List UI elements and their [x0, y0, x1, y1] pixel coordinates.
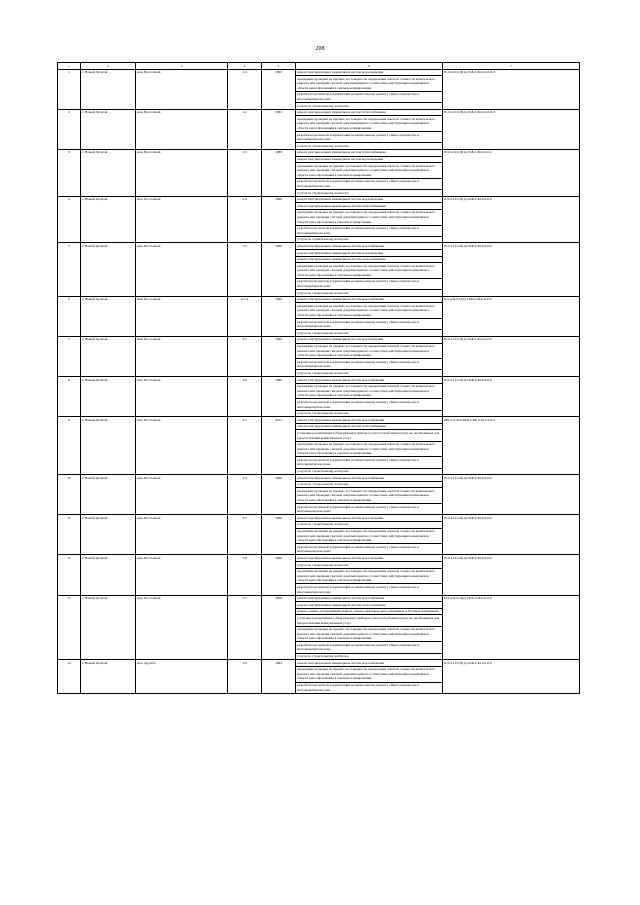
- city-cell: г. Новый Уренгой: [81, 515, 136, 555]
- work-type-cell: разработка проектной документации на капитальному ремонту общего имущества в многоквартирном доме: [296, 91, 443, 102]
- district-cell: мкр. Восточный: [136, 243, 228, 296]
- work-type-cell: проведение проверки на предмет достоверности определения сметной стоимости капитального ремонта или проверки сметной документации на соответствие действующим нормативам в области ценообразования в сметном нормировании: [296, 163, 443, 179]
- house-number-cell: 3/2: [228, 417, 262, 475]
- work-type-cell: услуги по строительному контролю: [296, 330, 443, 337]
- work-type-cell: разработка проектной документации на капитальному ремонту общего имущества в многоквартирном доме: [296, 682, 443, 693]
- city-cell: г. Новый Уренгой: [81, 69, 136, 109]
- district-cell: мкр. Восточный: [136, 109, 228, 149]
- work-type-cell: разработка проектной документации на капитальному ремонту общего имущества в многоквартирном доме: [296, 584, 443, 595]
- house-number-cell: 3/5: [228, 515, 262, 555]
- work-type-cell: ремонт внутридомовых инженерных систем водоотведения: [296, 336, 443, 343]
- work-type-cell: разработка проектной документации на капитальному ремонту общего имущества в многоквартирном доме: [296, 132, 443, 143]
- work-type-cell: ремонт внутридомовых инженерных систем теплоснабжения: [296, 203, 443, 210]
- work-type-cell: разработка проектной документации на капитальному ремонту общего имущества в многоквартирном доме: [296, 399, 443, 410]
- work-type-cell: проведение проверки на предмет достоверности определения сметной стоимости капитального ремонта или проверки сметной документации на соответствие действующим нормативам в области ценообразования в сметном нормировании: [296, 666, 443, 682]
- row-number: 5: [58, 243, 81, 296]
- house-number-cell: 1/5: [228, 243, 262, 296]
- work-type-cell: разработка проектной документации на капитальному ремонту общего имущества в многоквартирном доме: [296, 359, 443, 370]
- work-type-cell: проведение проверки на предмет достоверности определения сметной стоимости капитального ремонта или проверки сметной документации на соответствие действующим нормативам в области ценообразования в сметном нормировании: [296, 343, 443, 359]
- building-code-cell: П-9-5-П-0-П(1)-СКБ-2-М-0-0-0-0: [443, 660, 580, 694]
- work-type-cell: проведение проверки на предмет достоверности определения сметной стоимости капитального ремонта или проверки сметной документации на соответствие действующим нормативам в области ценообразования в сметном нормировании: [296, 303, 443, 319]
- building-code-cell: ШК-5-2-П-0-П(2)-СКБ-2-М-0-0-0-0: [443, 417, 580, 475]
- building-code-cell: П-9-2-П-0-П(1)-СКБ-2-М-0-0-0-0: [443, 475, 580, 515]
- work-type-cell: ремонт внутридомовых инженерных систем водоотведения: [296, 196, 443, 203]
- work-type-cell: услуги по строительному контролю: [296, 370, 443, 377]
- work-type-cell: проведение проверки на предмет достоверности определения сметной стоимости капитального ремонта или проверки сметной документации на соответствие действующим нормативам в области ценообразования в сметном нормировании: [296, 383, 443, 399]
- district-cell: мкр. Восточный: [136, 417, 228, 475]
- work-type-cell: ремонт внутридомовых инженерных систем водоотведения: [296, 69, 443, 76]
- house-number-cell: 5/6: [228, 555, 262, 595]
- city-cell: г. Новый Уренгой: [81, 149, 136, 196]
- work-type-cell: ремонт внутридомовых инженерных систем водоснабжения: [296, 296, 443, 303]
- work-type-cell: ремонт, замена, модернизация лифтов, ремонт лифтовых шахт, машинных и блочных помещений: [296, 608, 443, 615]
- district-cell: мкр. Восточный: [136, 69, 228, 109]
- column-header: 4: [228, 63, 262, 70]
- work-type-cell: разработка проектной документации на капитальному ремонту общего имущества в многоквартирном доме: [296, 319, 443, 330]
- work-type-cell: услуги по строительному контролю: [296, 103, 443, 110]
- building-code-cell: П-9-4-П-0-П(1)-СКБ-2-М-0-0-0-0: [443, 555, 580, 595]
- table-row: [58, 475, 580, 482]
- work-type-cell: разработка проектной документации на капитальному ремонту общего имущества в многоквартирном доме: [296, 642, 443, 653]
- year-cell: 2013: [262, 417, 296, 475]
- district-cell: мкр. Восточный: [136, 595, 228, 660]
- column-number-row: [58, 63, 580, 70]
- table-row: [58, 377, 580, 384]
- row-number: 4: [58, 196, 81, 243]
- year-cell: 1990: [262, 69, 296, 109]
- row-number: 7: [58, 336, 81, 376]
- work-type-cell: ремонт внутридомовых инженерных систем теплоснабжения: [296, 602, 443, 609]
- year-cell: 1988: [262, 149, 296, 196]
- work-type-cell: проведение проверки на предмет достоверности определения сметной стоимости капитального ремонта или проверки сметной документации на соответствие действующим нормативам в области ценообразования в сметном нормировании: [296, 626, 443, 642]
- year-cell: 1999: [262, 555, 296, 595]
- row-number: 9: [58, 417, 81, 475]
- column-header: 2: [81, 63, 136, 70]
- year-cell: 1989: [262, 296, 296, 336]
- column-header: 7: [443, 63, 580, 70]
- year-cell: 1989: [262, 515, 296, 555]
- work-type-cell: ремонт внутридомовых инженерных систем водоснабжения: [296, 377, 443, 384]
- building-code-cell: П-9-2-П-0-П(1)-СКБ-2-М-0-0-0-0: [443, 196, 580, 243]
- work-type-cell: ремонт внутридомовых инженерных систем водоотведения: [296, 555, 443, 562]
- work-type-cell: ремонт внутридомовых инженерных систем водоснабжения: [296, 660, 443, 667]
- work-type-cell: услуги по строительному контролю: [296, 562, 443, 569]
- page-number: 208: [315, 46, 325, 52]
- work-type-cell: проведение проверки на предмет достоверности определения сметной стоимости капитального ремонта или проверки сметной документации на соответствие действующим нормативам в области ценообразования в сметном нормировании: [296, 76, 443, 92]
- work-type-cell: установка коллективных (общедомовых) приборов учета потребления ресурсов, необходимых для предоставления коммунальных услуг: [296, 615, 443, 626]
- year-cell: 1988: [262, 196, 296, 243]
- house-number-cell: 3/4: [228, 475, 262, 515]
- house-number-cell: 1/3: [228, 149, 262, 196]
- work-type-cell: ремонт внутридомовых инженерных систем водоснабжения: [296, 417, 443, 424]
- table-row: [58, 109, 580, 116]
- work-type-cell: ремонт внутридомовых инженерных систем водоотведения: [296, 250, 443, 257]
- table-row: [58, 149, 580, 156]
- building-code-cell: П-5-5-П-0-П(2)-СКБ-0-М-0-0-0-0-0: [443, 109, 580, 149]
- table-row: [58, 555, 580, 562]
- row-number: 6: [58, 296, 81, 336]
- house-number-cell: 2/2 А: [228, 296, 262, 336]
- building-code-cell: П-5-0-П-0-П(1)-СКБ-0-М-0-0-0-0-0: [443, 69, 580, 109]
- table-row: [58, 196, 580, 203]
- work-type-cell: услуги по строительному контролю: [296, 143, 443, 150]
- house-number-cell: 1/4: [228, 69, 262, 109]
- work-type-cell: проведение проверки на предмет достоверности определения сметной стоимости капитального ремонта или проверки сметной документации на соответствие действующим нормативам в области ценообразования в сметном нормировании: [296, 488, 443, 504]
- row-number: 11: [58, 515, 81, 555]
- work-type-cell: проведение проверки на предмет достоверности определения сметной стоимости капитального ремонта или проверки сметной документации на соответствие действующим нормативам в области ценообразования в сметном нормировании: [296, 528, 443, 544]
- city-cell: г. Новый Уренгой: [81, 196, 136, 243]
- work-type-cell: ремонт внутридомовых инженерных систем водоснабжения: [296, 243, 443, 250]
- city-cell: г. Новый Уренгой: [81, 109, 136, 149]
- row-number: 1: [58, 69, 81, 109]
- work-type-cell: ремонт внутридомовых инженерных систем теплоснабжения: [296, 256, 443, 263]
- district-cell: мкр. Восточный: [136, 149, 228, 196]
- table-row: [58, 417, 580, 424]
- year-cell: 1994: [262, 660, 296, 694]
- work-type-cell: услуги по строительному контролю: [296, 190, 443, 197]
- work-type-cell: ремонт внутридомовых инженерных систем водоотведения: [296, 515, 443, 522]
- row-number: 3: [58, 149, 81, 196]
- house-number-cell: 1/2: [228, 109, 262, 149]
- work-type-cell: услуги по строительному контролю: [296, 653, 443, 660]
- work-type-cell: ремонт внутридомовых инженерных систем теплоснабжения: [296, 423, 443, 430]
- house-number-cell: 2/6: [228, 377, 262, 417]
- work-type-cell: проведение проверки на предмет достоверности определения сметной стоимости капитального ремонта или проверки сметной документации на соответствие действующим нормативам в области ценообразования в сметном нормировании: [296, 263, 443, 279]
- work-type-cell: проведение проверки на предмет достоверности определения сметной стоимости капитального ремонта или проверки сметной документации на соответствие действующим нормативам в области ценообразования в сметном нормировании: [296, 441, 443, 457]
- house-number-cell: 1/4: [228, 196, 262, 243]
- building-code-cell: П-9-2-П-0-П(1)-СКБ-2-М-0-0-0-0: [443, 149, 580, 196]
- work-type-cell: услуги по строительному контролю: [296, 290, 443, 297]
- table-row: [58, 336, 580, 343]
- work-type-cell: ремонт внутридомовых инженерных систем водоснабжения: [296, 475, 443, 482]
- work-type-cell: проведение проверки на предмет достоверности определения сметной стоимости капитального ремонта или проверки сметной документации на соответствие действующим нормативам в области ценообразования в сметном нормировании: [296, 209, 443, 225]
- district-cell: мкр. Дружба: [136, 660, 228, 694]
- column-header: 1: [58, 63, 81, 70]
- work-type-cell: ремонт внутридомовых инженерных систем водоснабжения: [296, 595, 443, 602]
- work-type-cell: ремонт внутридомовых инженерных систем теплоснабжения: [296, 109, 443, 116]
- city-cell: г. Новый Уренгой: [81, 555, 136, 595]
- work-type-cell: разработка проектной документации на капитальному ремонту общего имущества в многоквартирном доме: [296, 457, 443, 468]
- work-type-cell: разработка проектной документации на капитальному ремонту общего имущества в многоквартирном доме: [296, 278, 443, 289]
- city-cell: г. Новый Уренгой: [81, 417, 136, 475]
- district-cell: мкр. Восточный: [136, 555, 228, 595]
- district-cell: мкр. Восточный: [136, 377, 228, 417]
- house-number-cell: 5/5: [228, 595, 262, 660]
- district-cell: мкр. Восточный: [136, 475, 228, 515]
- year-cell: 1989: [262, 377, 296, 417]
- column-header: 5: [262, 63, 296, 70]
- city-cell: г. Новый Уренгой: [81, 296, 136, 336]
- building-code-cell: К-9-2-П-0-П(2)-СКБ-3-М-0-0-0-0: [443, 595, 580, 660]
- work-type-cell: услуги по строительному контролю: [296, 236, 443, 243]
- building-code-cell: П-9-3-П-0-П(1)-СКБ-2-М-0-0-0-0: [443, 515, 580, 555]
- city-cell: г. Новый Уренгой: [81, 243, 136, 296]
- row-number: 13: [58, 595, 81, 660]
- table-row: [58, 595, 580, 602]
- work-type-cell: проведение проверки на предмет достоверности определения сметной стоимости капитального ремонта или проверки сметной документации на соответствие действующим нормативам в области ценообразования в сметном нормировании: [296, 116, 443, 132]
- building-code-cell: Б-5-4-П-0-П(2)-СКБ-0-М-0-0-0-0: [443, 296, 580, 336]
- work-type-cell: услуги по строительному контролю: [296, 468, 443, 475]
- work-type-cell: разработка проектной документации на капитальному ремонту общего имущества в многоквартирном доме: [296, 504, 443, 515]
- work-type-cell: установка коллективных (общедомовых) приборов учета потребления ресурсов, необходимых для предоставления коммунальных услуг: [296, 430, 443, 441]
- work-type-cell: услуги по строительному контролю: [296, 521, 443, 528]
- work-type-cell: разработка проектной документации на капитальному ремонту общего имущества в многоквартирном доме: [296, 225, 443, 236]
- district-cell: мкр. Восточный: [136, 515, 228, 555]
- year-cell: 2006: [262, 595, 296, 660]
- row-number: 12: [58, 555, 81, 595]
- table-row: [58, 296, 580, 303]
- district-cell: мкр. Восточный: [136, 296, 228, 336]
- year-cell: 1990: [262, 475, 296, 515]
- year-cell: 1988: [262, 243, 296, 296]
- work-type-cell: проведение проверки на предмет достоверности определения сметной стоимости капитального ремонта или проверки сметной документации на соответствие действующим нормативам в области ценообразования в сметном нормировании: [296, 568, 443, 584]
- table-row: [58, 243, 580, 250]
- year-cell: 1989: [262, 336, 296, 376]
- work-type-cell: разработка проектной документации на капитальному ремонту общего имущества в многоквартирном доме: [296, 178, 443, 189]
- table-row: [58, 660, 580, 667]
- city-cell: г. Новый Уренгой: [81, 595, 136, 660]
- work-type-cell: разработка проектной документации на капитальному ремонту общего имущества в многоквартирном доме: [296, 544, 443, 555]
- column-header: 3: [136, 63, 228, 70]
- building-code-cell: П-9-2-П-0-П(1)-СКБ-2-М-0-0-0-0: [443, 336, 580, 376]
- district-cell: мкр. Восточный: [136, 196, 228, 243]
- work-type-cell: ремонт внутридомовых инженерных систем водоотведения: [296, 156, 443, 163]
- building-code-cell: П-9-2-П-0-П(1)-СКБ-2-М-0-0-0-0: [443, 377, 580, 417]
- work-type-cell: услуги по строительному контролю: [296, 481, 443, 488]
- building-code-cell: П-9-2-П-0-П(1)-СКБ-2-М-0-0-0-0: [443, 243, 580, 296]
- row-number: 10: [58, 475, 81, 515]
- city-cell: г. Новый Уренгой: [81, 336, 136, 376]
- repair-program-table: [57, 62, 580, 694]
- district-cell: мкр. Восточный: [136, 336, 228, 376]
- row-number: 8: [58, 377, 81, 417]
- city-cell: г. Новый Уренгой: [81, 377, 136, 417]
- table-row: [58, 515, 580, 522]
- row-number: 2: [58, 109, 81, 149]
- house-number-cell: 2/5: [228, 336, 262, 376]
- work-type-cell: услуги по строительному контролю: [296, 410, 443, 417]
- city-cell: г. Новый Уренгой: [81, 475, 136, 515]
- row-number: 14: [58, 660, 81, 694]
- table-row: [58, 69, 580, 76]
- city-cell: г. Новый Уренгой: [81, 660, 136, 694]
- house-number-cell: 1/9: [228, 660, 262, 694]
- year-cell: 1992: [262, 109, 296, 149]
- work-type-cell: ремонт внутридомовых инженерных систем теплоснабжения: [296, 149, 443, 156]
- column-header: 6: [296, 63, 443, 70]
